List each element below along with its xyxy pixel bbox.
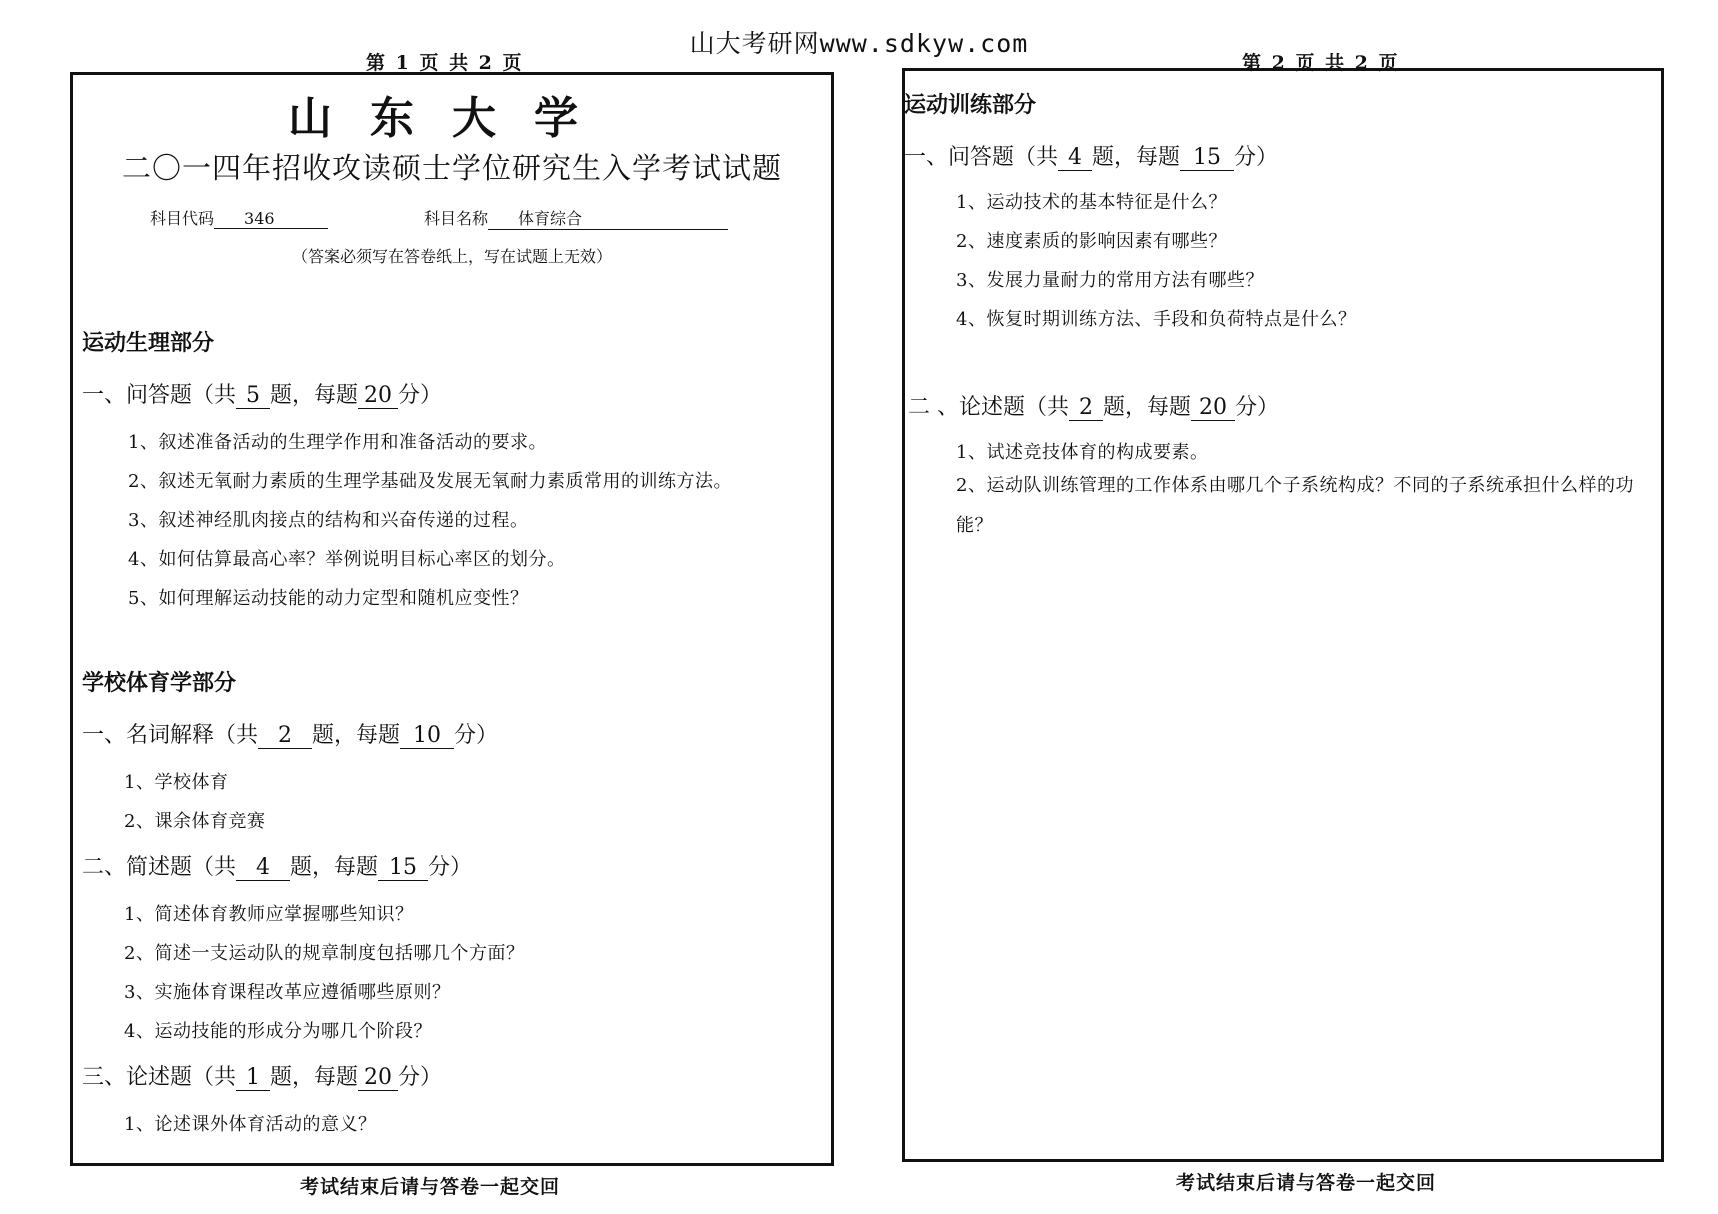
question-item: 4、如何估算最高心率？举例说明目标心率区的划分。 — [128, 549, 566, 570]
question-item: 2、简述一支运动队的规章制度包括哪几个方面？ — [124, 943, 525, 964]
question-item: 1、叙述准备活动的生理学作用和准备活动的要求。 — [128, 432, 547, 453]
question-item: 1、运动技术的基本特征是什么？ — [956, 192, 1227, 213]
question-count: 4 — [236, 855, 290, 881]
question-item: 3、叙述神经肌肉接点的结构和兴奋传递的过程。 — [128, 510, 529, 531]
page2-number: 第 2 页 共 2 页 — [1242, 52, 1400, 74]
subject-name-label: 科目名称 — [424, 209, 489, 228]
question-item: 1、论述课外体育活动的意义？ — [124, 1114, 377, 1135]
question-count: 2 — [1069, 395, 1103, 421]
section-title-school-pe: 学校体育学部分 — [82, 670, 237, 696]
points-each: 15 — [1180, 145, 1234, 171]
qtype-training-essay: 二 、论述题（共 2 题，每题 20 分） — [908, 395, 1280, 420]
points-each: 20 — [358, 1065, 398, 1091]
site-watermark-header: 山大考研网www.sdkyw.com — [689, 29, 1029, 58]
question-count: 1 — [236, 1065, 270, 1091]
question-item: 4、恢复时期训练方法、手段和负荷特点是什么？ — [956, 309, 1357, 330]
page1-number: 第 1 页 共 2 页 — [366, 52, 524, 74]
points-each: 20 — [358, 383, 398, 409]
question-count: 5 — [236, 383, 270, 409]
question-item: 5、如何理解运动技能的动力定型和随机应变性？ — [128, 588, 529, 609]
question-item: 4、运动技能的形成分为哪几个阶段？ — [124, 1021, 432, 1042]
question-item: 1、简述体育教师应掌握哪些知识？ — [124, 904, 414, 925]
points-each: 20 — [1191, 395, 1235, 421]
question-item: 3、实施体育课程改革应遵循哪些原则？ — [124, 982, 451, 1003]
university-name: 山东大学 — [288, 93, 616, 144]
section-title-physiology: 运动生理部分 — [82, 330, 215, 356]
answer-note: （答案必须写在答卷纸上，写在试题上无效） — [291, 247, 612, 266]
page2-footer: 考试结束后请与答卷一起交回 — [1176, 1172, 1437, 1194]
points-each: 10 — [400, 723, 454, 749]
question-count: 2 — [258, 723, 312, 749]
page1-footer: 考试结束后请与答卷一起交回 — [300, 1176, 561, 1198]
question-item: 1、试述竞技体育的构成要素。 — [956, 442, 1209, 463]
subject-code-value: 346 — [214, 209, 328, 229]
question-count: 4 — [1058, 145, 1092, 171]
question-item: 2、课余体育竞赛 — [124, 811, 266, 832]
subject-name-value: 体育综合 — [488, 206, 728, 230]
subject-name-row — [424, 206, 728, 230]
section-title-training: 运动训练部分 — [904, 92, 1037, 118]
qtype-physiology-qa: 一、问答题（共 5 题，每题 20 分） — [82, 383, 443, 408]
qtype-essay: 三、论述题（共 1 题，每题 20 分） — [82, 1065, 443, 1090]
question-item: 3、发展力量耐力的常用方法有哪些？ — [956, 270, 1264, 291]
points-each: 15 — [378, 855, 428, 881]
question-item: 1、学校体育 — [124, 772, 229, 793]
qtype-short-answer: 二、简述题（共 4 题，每题 15 分） — [82, 855, 473, 880]
subject-code-label: 科目代码 — [150, 209, 215, 228]
qtype-training-qa: 一、问答题（共 4 题，每题 15 分） — [904, 145, 1279, 170]
qtype-terms: 一、名词解释（共 2 题，每题 10 分） — [82, 723, 499, 748]
exam-title: 二〇一四年招收攻读硕士学位研究生入学考试试题 — [121, 151, 782, 185]
question-item: 2、速度素质的影响因素有哪些？ — [956, 231, 1227, 252]
subject-code-row — [150, 206, 328, 229]
question-item: 2、叙述无氧耐力素质的生理学基础及发展无氧耐力素质常用的训练方法。 — [128, 471, 732, 492]
question-item: 2、运动队训练管理的工作体系由哪几个子系统构成？不同的子系统承担什么样的功能？ — [956, 475, 1634, 536]
